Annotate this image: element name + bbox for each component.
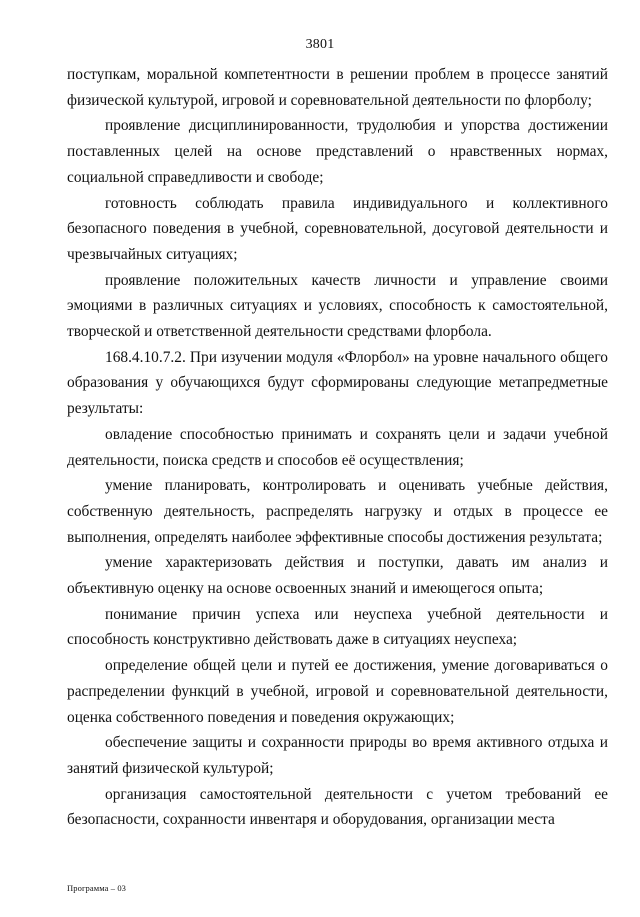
paragraph-8: умение характеризовать действия и поступки, давать им анализ и объективную оценку на основе освоенных знаний и имеющегося опыта; [67,554,608,598]
footer-label: Программа – 03 [67,883,127,893]
paragraph-3: готовность соблюдать правила индивидуального и коллективного безопасного поведения в учебной, соревновательной, досуговой деятельности и чрезвычайных ситуациях; [67,194,608,263]
paragraph-2: проявление дисциплинированности, трудолюбия и упорства достижении поставленных целей на основе представлений о нравственных нормах, социальной справедливости и свободе; [67,117,608,186]
paragraph-7: умение планировать, контролировать и оценивать учебные действия, собственную деятельность, распределять нагрузку и отдых в процессе ее выполнения, определять наиболее эффективные способы достижения результата; [67,477,608,546]
paragraph-4: проявление положительных качеств личности и управление своими эмоциями в различных ситуациях и условиях, способность к самостоятельной, творческой и ответственной деятельности средствами флорбола. [67,271,608,341]
paragraph-5: 168.4.10.7.2. При изучении модуля «Флорбол» на уровне начального общего образования у обучающихся будут сформированы следующие метапредметные результаты: [67,348,608,418]
paragraph-6: овладение способностью принимать и сохранять цели и задачи учебной деятельности, поиска средств и способов её осуществления; [67,425,608,469]
body-text [67,62,608,833]
page-number: 3801 [305,37,335,52]
paragraph-1: поступкам, моральной компетентности в решении проблем в процессе занятий физической культурой, игровой и соревновательной деятельности по флорболу; [67,66,608,109]
paragraph-11: обеспечение защиты и сохранности природы во время активного отдыха и занятий физической культурой; [67,734,608,777]
paragraph-10: определение общей цели и путей ее достижения, умение договариваться о распределении функций в учебной, игровой и соревновательной деятельности, оценка собственного поведения и поведения окружающих; [67,657,608,726]
paragraph-9: понимание причин успеха или неуспеха учебной деятельности и способность конструктивно действовать даже в ситуациях неуспеха; [67,605,608,649]
paragraph-12: организация самостоятельной деятельности с учетом требований ее безопасности, сохранности инвентаря и оборудования, организации места [67,785,608,829]
